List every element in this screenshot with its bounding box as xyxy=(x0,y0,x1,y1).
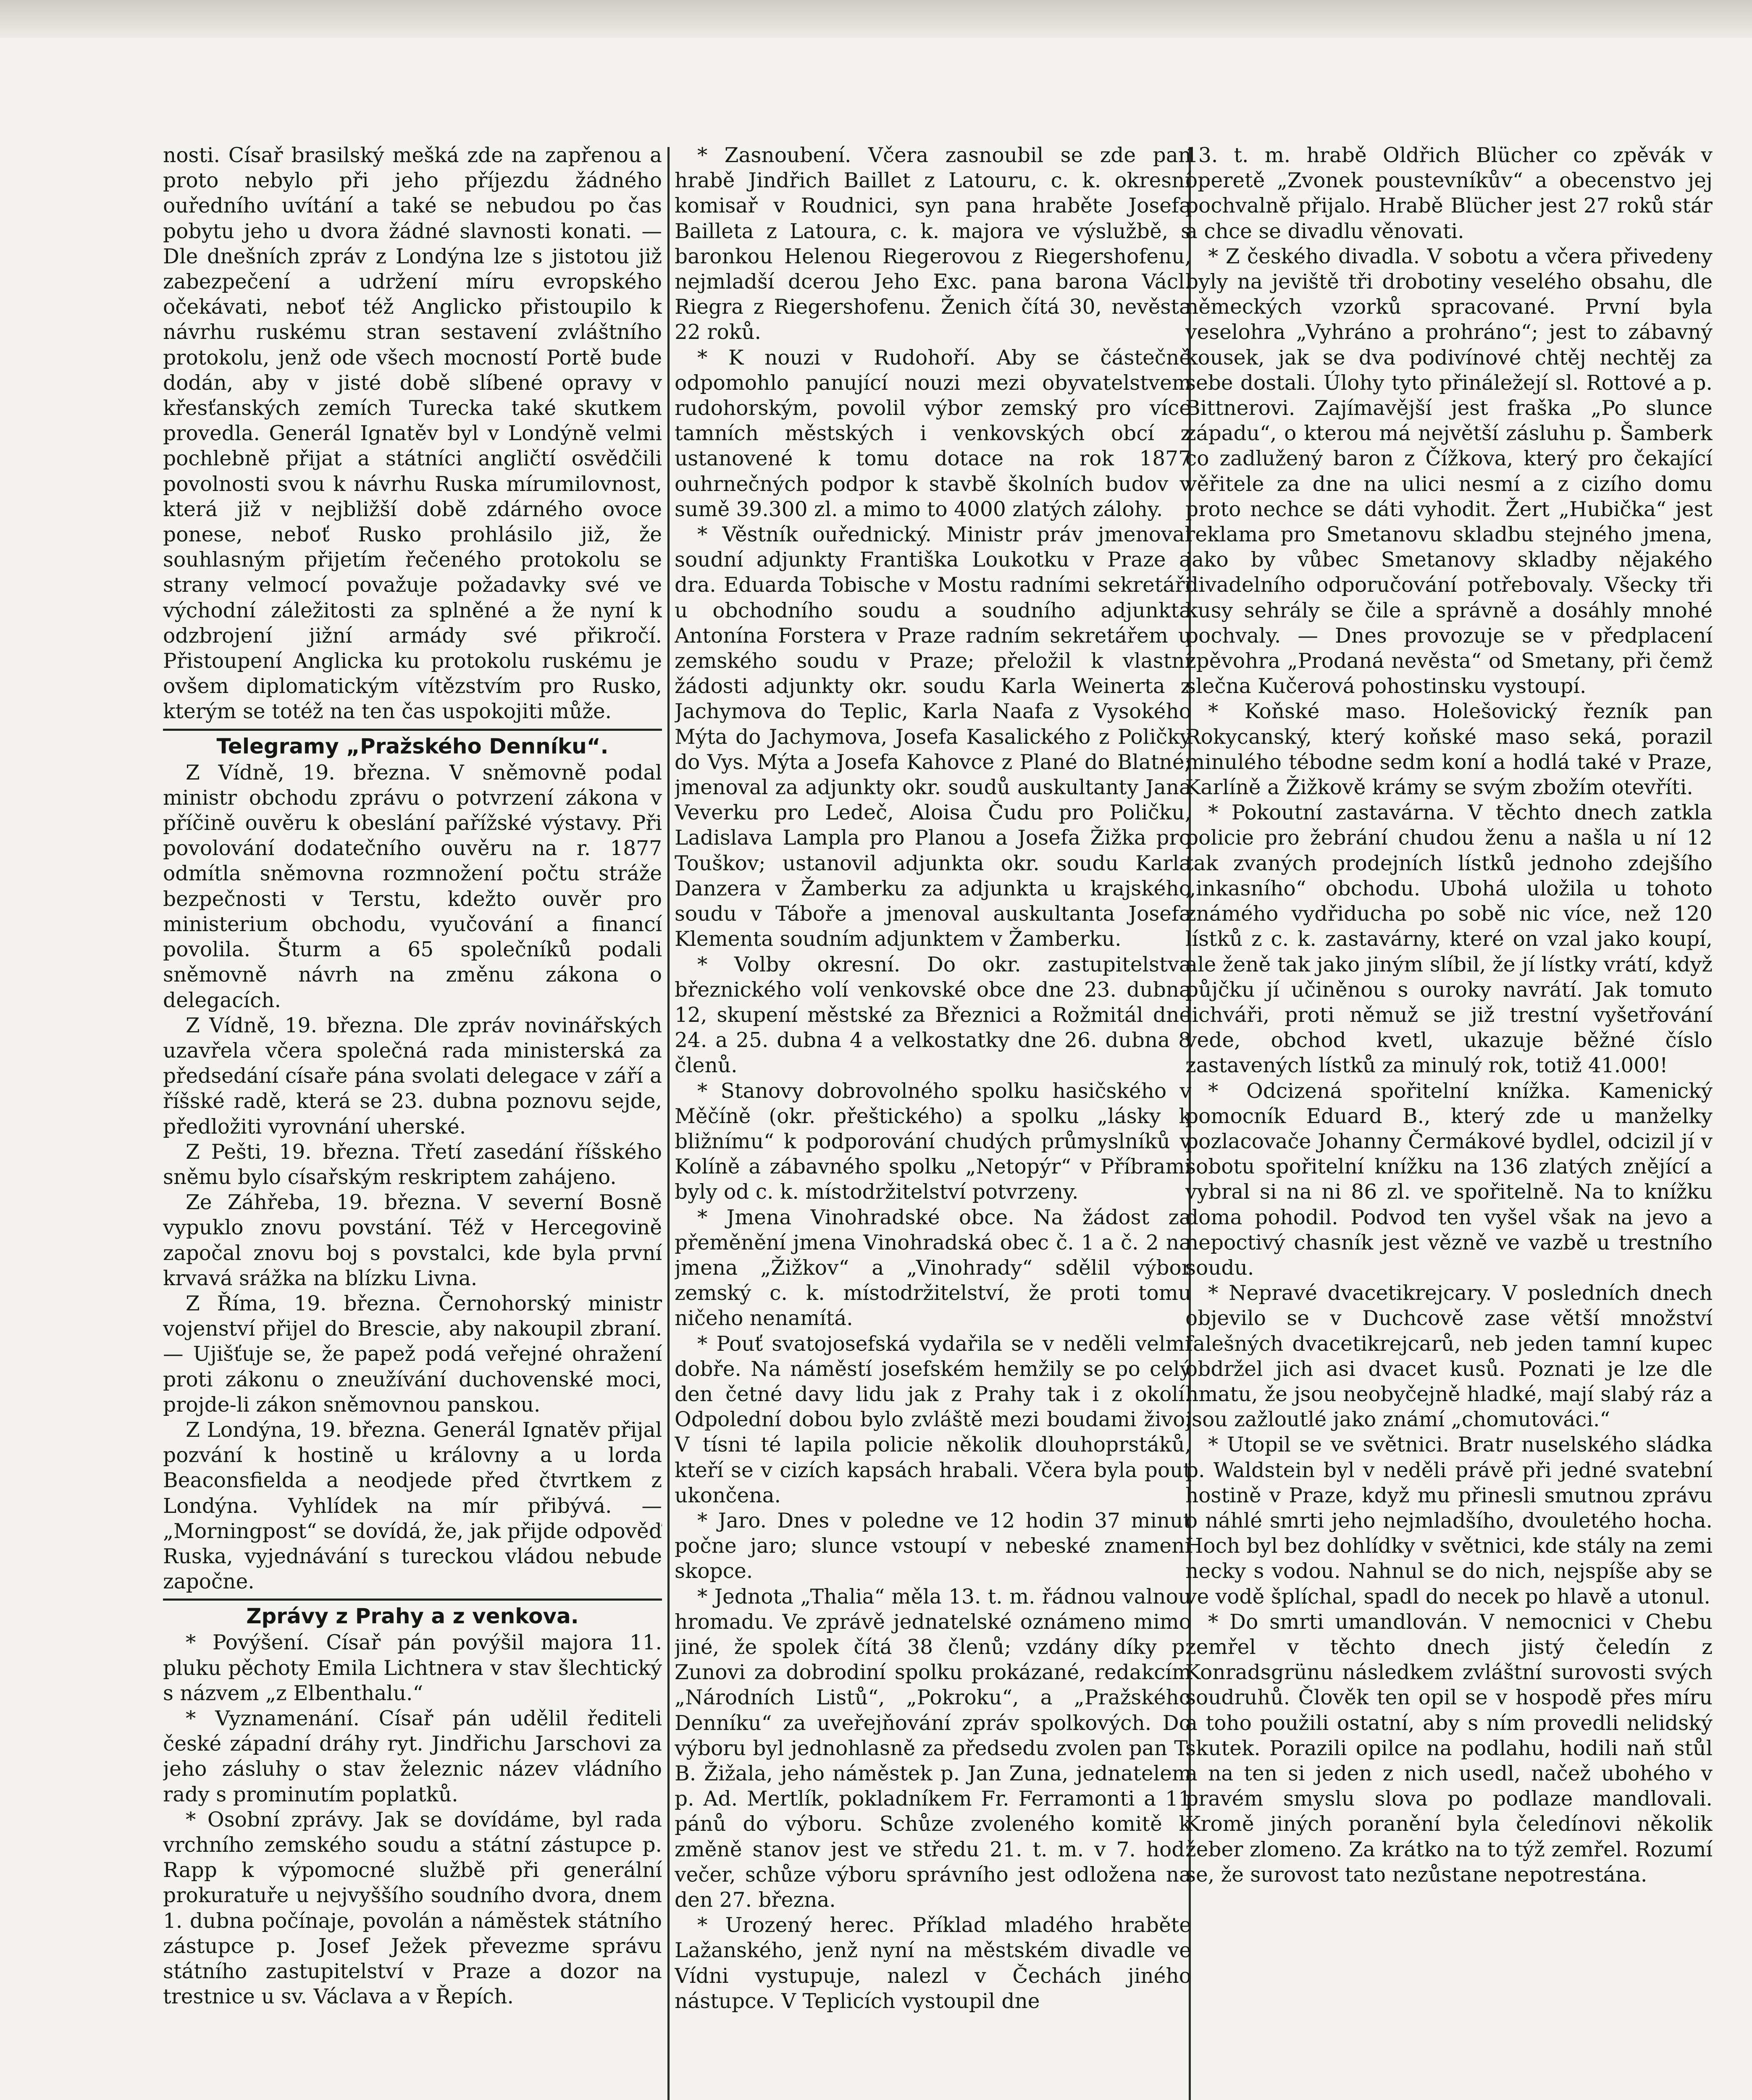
article-continuation: nosti. Císař brasilský mešká zde na zapřenou a proto nebylo při jeho příjezdu žádného ouředního uvítání a také se nebudou po čas pobytu jeho u dvora žádné slavnosti konati. — Dle dnešních zpráv z Londýna lze s jistotou již zabezpečení a udržení míru evropského očekávati, neboť též Anglicko přistoupilo k návrhu ruskému stran sestavení zvláštního protokolu, jenž ode všech mocností Portě bude dodán, aby v jisté době slíbené opravy v křesťanských zemích Turecka také skutkem provedla. Generál Ignatěv byl v Londýně velmi pochlebně přijat a státníci angličtí osvědčili povolnosti svou k návrhu Ruska mírumilovnost, která již v nejbližší době zdárného ovoce ponese, neboť Rusko prohlásilo již, že souhlasným přijetím řečeného protokolu se strany velmocí považuje požadavky své ve východní záležitosti za splněné a že nyní k odzbrojení jižní armády své přikročí. Přistoupení Anglicka ku protokolu ruskému je ovšem diplomatickým vítězstvím pro Rusko, kterým se totéž na ten čas uspokojiti může. xyxy=(163,144,662,724)
news-item: * Pouť svatojosefská vydařila se v neděli velmi dobře. Na náměstí josefském hemžily se po celý den četné davy lidu jak z Prahy tak i z okolí. Odpolední dobou bylo zvláště mezi boudami živo. V tísni té lapila policie několik dlouhoprstáků, kteří se v cizích kapsách hrabali. Včera byla pouť ukončena. xyxy=(675,1332,1191,1507)
column-middle xyxy=(675,143,1191,2100)
news-item: * Povýšení. Císař pán povýšil majora 11. pluku pěchoty Emila Lichtnera v stav šlechtický s názvem „z Elbenthalu.“ xyxy=(163,1631,662,1705)
news-item: * Osobní zprávy. Jak se dovídáme, byl rada vrchního zemského soudu a státní zástupce p. Rapp k výpomocné službě při generální prokuratuře u nejvyššího soudního dvora, dnem 1. dubna počínaje, povolán a náměstek státního zástupce p. Josef Ježek převezme správu státního zastupitelství v Praze a dozor na trestnice u sv. Václava a v Řepích. xyxy=(163,1808,662,2009)
news-item: * Urozený herec. Příklad mladého hraběte Lažanského, jenž nyní na městském divadle ve Vídni vystupuje, nalezl v Čechách jiného nástupce. V Teplicích vystoupil dne xyxy=(675,1914,1191,2013)
section-divider xyxy=(163,729,662,731)
news-item: * Věstník ouřednický. Ministr práv jmenoval soudní adjunkty Františka Loukotku v Praze a dra. Eduarda Tobische v Mostu radními sekretáři u obchodního soudu a soudního adjunkta Antonína Forstera v Praze radním sekretářem u zemského soudu v Praze; přeložil k vlastní žádosti adjunkty okr. soudu Karla Weinerta z Jachymova do Teplic, Karla Naafa z Vysokého Mýta do Jachymova, Josefa Kasalického z Poličky do Vys. Mýta a Josefa Kahovce z Plané do Blatné; jmenoval za adjunkty okr. soudů auskultanty Jana Veverku pro Ledeč, Aloisa Čudu pro Poličku, Ladislava Lampla pro Planou a Josefa Žižka pro Touškov; ustanovil adjunkta okr. soudu Karla Danzera v Žamberku za adjunkta u krajského soudu v Táboře a jmenoval auskultanta Josefa Klementa soudním adjunktem v Žamberku. xyxy=(675,523,1191,951)
news-item: * Vyznamenání. Císař pán udělil řediteli české západní dráhy ryt. Jindřichu Jarschovi za jeho zásluhy o stav železnic název vládního rady s prominutím poplatků. xyxy=(163,1706,662,1806)
news-item: * K nouzi v Rudohoří. Aby se částečně odpomohlo panující nouzi mezi obyvatelstvem rudohorským, povolil výbor zemský pro více tamních městských i venkovských obcí z ustanovené k tomu dotace na rok 1877 ouhrnečných podpor k stavbě školních budov v sumě 39.300 zl. a mimo to 4000 zlatých zálohy. xyxy=(675,346,1191,521)
column-right xyxy=(1185,143,1713,2100)
news-item: * Nepravé dvacetikrejcary. V posledních dnech objevilo se v Duchcově zase větší množství falešných dvacetikrejcarů, neb jeden tamní kupec obdržel jich asi dvacet kusů. Poznati je lze dle hmatu, že jsou neobyčejně hladké, mají slabý ráz a jsou zažloutlé jako známí „chomutováci.“ xyxy=(1185,1281,1713,1432)
news-item: * Do smrti umandlován. V nemocnici v Chebu zemřel v těchto dnech jistý čeledín z Konradsgrünu následkem zvláštní surovosti svých soudruhů. Člověk ten opil se v hospodě přes míru a toho použili ostatní, aby s ním provedli nelidský skutek. Porazili opilce na podlahu, hodili naň stůl a na ten si jeden z nich usedl, načež ubohého v pravém smyslu slova po podlaze mandlovali. Kromě jiných poranění byla čeledínovi několik žeber zlomeno. Za krátko na to týž zemřel. Rozumí se, že surovost tato nezůstane nepotrestána. xyxy=(1185,1610,1713,1887)
telegram-vienna-2: Z Vídně, 19. března. Dle zpráv novinářských uzavřela včera společná rada ministerská za předsedání císaře pána svolati delegace v září a říšské radě, která se 23. dubna poznovu sejde, předložiti vyrovnání uherské. xyxy=(163,1013,662,1139)
news-item: * Jednota „Thalia“ měla 13. t. m. řádnou valnou hromadu. Ve zprávě jednatelské oznámeno mimo jiné, že spolek čítá 38 členů; vzdány díky p. Zunovi za dobrodiní spolku prokázané, redakcím „Národních Listů“, „Pokroku“, a „Pražského Denníku“ za uveřejňování zpráv spolkových. Do výboru byl jednohlasně za předsedu zvolen pan T. B. Žižala, jeho náměstek p. Jan Zuna, jednatelem p. Ad. Mertlík, pokladníkem Fr. Ferramonti a 11 pánů do výboru. Schůze zvoleného komitě k změně stanov jest ve středu 21. t. m. v 7. hod. večer, schůze výboru správního jest odložena na den 27. března. xyxy=(675,1585,1191,1912)
news-item: * Koňské maso. Holešovický řezník pan Rokycanský, který koňské maso seká, porazil minulého tébodne sedm koní a hodlá také v Praze, Karlíně a Žižkově krámy se svým zbožím otevříti. xyxy=(1185,700,1713,800)
news-item: * Jaro. Dnes v poledne ve 12 hodin 37 minut počne jaro; slunce vstoupí v nebeské znamení skopce. xyxy=(675,1509,1191,1583)
telegram-pest: Z Pešti, 19. března. Třetí zasedání říšského sněmu bylo císařským reskriptem zahájeno. xyxy=(163,1140,662,1189)
news-item: * Pokoutní zastavárna. V těchto dnech zatkla policie pro žebrání chudou ženu a našla u ní 12 tak zvaných prodejních lístků jednoho zdejšího „inkasního“ obchodu. Ubohá uložila u tohoto známého vydřiducha po sobě nic více, než 120 lístků z c. k. zastavárny, které on vzal jako koupí, ale ženě tak jako jiným slíbil, že jí lístky vrátí, když půjčku jí učiněnou s ouroky navrátí. Jak tomuto lichváři, proti němuž se již trestní vyšetřování vede, obchod kvetl, ukazuje běžné číslo zastavených lístků za minulý rok, totiž 41.000! xyxy=(1185,801,1713,1078)
section-heading-telegrams: Telegramy „Pražského Denníku“. xyxy=(216,734,609,759)
news-item: * Utopil se ve světnici. Bratr nuselského sládka p. Waldstein byl v neděli právě při jedné svatební hostině v Praze, když mu přinesli smutnou zprávu o náhlé smrti jeho nejmladšího, dvouletého hocha. Hoch byl bez dohlídky v světnici, kde stály na zemi necky s vodou. Nahnul se do nich, nejspíše aby se ve vodě šplíchal, spadl do necek po hlavě a utonul. xyxy=(1185,1433,1713,1609)
news-item: * Zasnoubení. Včera zasnoubil se zde pan hrabě Jindřich Baillet z Latouru, c. k. okresní komisař v Roudnici, syn pana hraběte Josefa Bailleta z Latoura, c. k. majora ve výslužbě, s baronkou Helenou Riegerovou z Riegershofenu, nejmladší dcerou Jeho Exc. pana barona Václ. Riegra z Riegershofenu. Ženich čítá 30, nevěsta 22 roků. xyxy=(675,144,1191,344)
section-heading-local-news: Zprávy z Prahy a z venkova. xyxy=(246,1604,579,1629)
column-left xyxy=(163,143,662,2100)
news-item: * Stanovy dobrovolného spolku hasičského v Měčíně (okr. přeštického) a spolku „lásky k bližnímu“ k podporování chudých průmyslníků v Kolíně a zábavného spolku „Netopýr“ v Příbrami byly od c. k. místodržitelství potvrzeny. xyxy=(675,1079,1191,1204)
page-top-shadow xyxy=(0,0,1752,38)
news-item: * Odcizená spořitelní knížka. Kamenický pomocník Eduard B., který zde u manželky pozlacovače Johanny Čermákové bydlel, odcizil jí v sobotu spořitelní knížku na 136 zlatých znějící a vybral si na ni 86 zl. ve spořitelně. Na to knížku doma pohodil. Podvod ten vyšel však na jevo a nepoctivý chasník jest vězně ve vazbě u trestního soudu. xyxy=(1185,1079,1713,1280)
telegram-vienna-1: Z Vídně, 19. března. V sněmovně podal ministr obchodu zprávu o potvrzení zákona v příčině ouvěru k obeslání pařížské výstavy. Při povolování dodatečního ouvěru na r. 1877 odmítla sněmovna rozmnožení počtu stráže bezpečnosti v Terstu, kdežto ouvěr pro ministerium obchodu, vyučování a financí povolila. Šturm a 65 společníků podali sněmovně návrh na změnu zákona o delegacích. xyxy=(163,761,662,1012)
telegram-rome: Z Říma, 19. března. Černohorský ministr vojenství přijel do Brescie, aby nakoupil zbraní. — Ujišťuje se, že papež podá veřejné ohražení proti zákonu o zneužívání duchovenské moci, projde-li zákon sněmovnou panskou. xyxy=(163,1292,662,1417)
section-divider xyxy=(163,1599,662,1601)
column-rule-left xyxy=(667,147,670,2100)
news-item: * Z českého divadla. V sobotu a včera přivedeny byly na jeviště tři drobotiny veselého obsahu, dle německých vzorků spracované. První byla veselohra „Vyhráno a prohráno“; jest to zábavný kousek, jak se dva podivínové chtěj nechtěj za sebe dostali. Úlohy tyto přináležejí sl. Rottové a p. Bittnerovi. Zajímavější jest fraška „Po slunce západu“, o kterou má největší zásluhu p. Šamberk co zadlužený baron z Čížkova, který pro čekající věřitele za dne na ulici nesmí a z cizího domu proto nechce se dáti vyhodit. Žert „Hubička“ jest reklama pro Smetanovu skladbu stejného jmena, jako by vůbec Smetanovy skladby nějakého divadelního odporučování potřebovaly. Všecky tři kusy sehrály se čile a správně a dosáhly mnohé pochvaly. — Dnes provozuje se v předplacení zpěvohra „Prodaná nevěsta“ od Smetany, při čemž slečna Kučerová pohostinsku vystoupí. xyxy=(1185,244,1713,698)
news-item: * Volby okresní. Do okr. zastupitelstva březnického volí venkovské obce dne 23. dubna 12, skupení městské za Březnici a Rožmitál dne 24. a 25. dubna 4 a velkostatky dne 26. dubna 8 členů. xyxy=(675,953,1191,1078)
news-item-continuation: 13. t. m. hrabě Oldřich Blücher co zpěvák v operetě „Zvonek poustevníkův“ a obecenstvo jej pochvalně přijalo. Hrabě Blücher jest 27 roků stár a chce se divadlu věnovati. xyxy=(1185,144,1713,243)
news-item: * Jmena Vinohradské obce. Na žádost za přeměnění jmena Vinohradská obec č. 1 a č. 2 na jmena „Žižkov“ a „Vinohrady“ sdělil výbor zemský c. k. místodržitelství, že proti tomu ničeho nenamítá. xyxy=(675,1205,1191,1331)
telegram-london: Z Londýna, 19. března. Generál Ignatěv přijal pozvání k hostině u královny a u lorda Beaconsfielda a neodjede před čtvrtkem z Londýna. Vyhlídek na mír přibývá. — „Morningpost“ se dovídá, že, jak přijde odpověď Ruska, vyjednávání s tureckou vládou nebude započne. xyxy=(163,1418,662,1594)
telegram-zagreb: Ze Záhřeba, 19. března. V severní Bosně vypuklo znovu povstání. Též v Hercegovině započal znovu boj s povstalci, kde byla první krvavá srážka na blízku Livna. xyxy=(163,1191,662,1290)
